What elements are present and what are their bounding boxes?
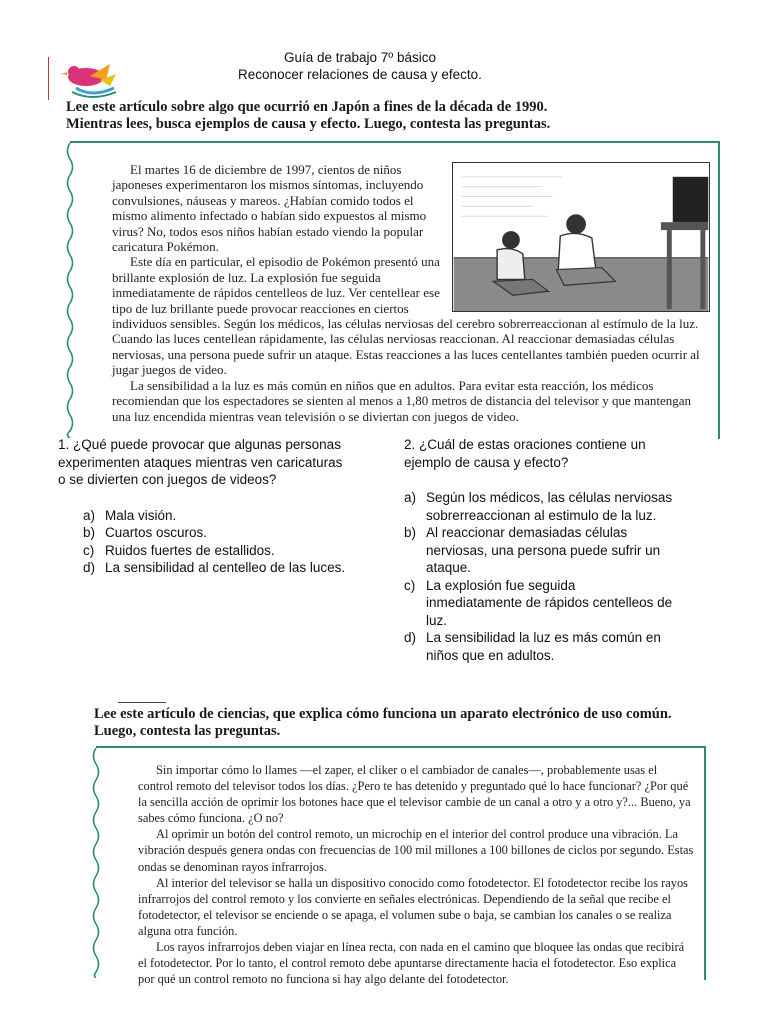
article2-paragraph: Al oprimir un botón del control remoto, un microchip en el interior del control produce una vibración. La vibración después genera ondas con frecuencias de 100 mil millones a 100 billones de ciclos por segundo. Estas ondas se denominan rayos infrarrojos.: [138, 827, 694, 874]
article1-illustration: [452, 162, 710, 312]
wavy-border: [64, 143, 76, 438]
option-letter: d): [83, 560, 96, 575]
answer-option[interactable]: [404, 577, 674, 630]
question2-text: 2. ¿Cuál de estas oraciones contiene un ejemplo de causa y efecto?: [404, 437, 646, 470]
answer-option[interactable]: [83, 542, 348, 560]
answer-option[interactable]: [404, 629, 674, 664]
instruction-line: Lee este artículo sobre algo que ocurrió en Japón a fines de la década de 1990.: [66, 99, 548, 115]
article1-paragraph: La sensibilidad a la luz es más común en niños que en adultos. Para evitar esta reacción, los médicos recomiendan que los espectadores se sienten al menos a 1,80 metros de distancia del televisor y que mantengan una luz encendida mientras vean televisión o se diviertan con juegos de video.: [112, 377, 692, 424]
question1-options: [58, 507, 348, 577]
answer-option[interactable]: [404, 489, 674, 524]
article2-paragraph: Los rayos infrarrojos deben viajar en línea recta, con nada en el camino que bloquee las ondas que recibirá el fotodetector. Por lo tanto, el control remoto debe apuntarse directamente hacia el fotodetector. Eso explica por qué un control remoto no funciona si hay algo delante del fotodetector.: [138, 940, 685, 987]
question2-options: [404, 489, 674, 664]
option-text: Mala visión.: [105, 507, 177, 523]
bird-logo-icon: [50, 58, 130, 103]
question2: [404, 436, 674, 664]
answer-option[interactable]: [83, 507, 348, 525]
option-text: La explosión fue seguida inmediatamente de rápidos centelleos de luz.: [426, 577, 673, 628]
question1: [58, 436, 348, 577]
option-letter: b): [404, 525, 417, 540]
divider: [118, 702, 166, 703]
option-text: Al reaccionar demasiadas células nerviosas, una persona puede sufrir un ataque.: [426, 525, 661, 575]
option-letter: c): [83, 542, 95, 558]
instruction-line: Lee este artículo de ciencias, que explica cómo funciona un aparato electrónico de uso común.: [94, 706, 672, 722]
instruction-line: Luego, contesta las preguntas.: [94, 723, 281, 739]
wavy-border: [90, 748, 102, 978]
answer-option[interactable]: [404, 524, 674, 577]
children-watching-tv-illustration: [452, 162, 710, 312]
option-letter: d): [404, 630, 417, 645]
section2-instructions: [94, 706, 724, 740]
option-letter: a): [404, 490, 417, 505]
option-letter: c): [404, 577, 416, 593]
answer-option[interactable]: [83, 524, 348, 542]
option-text: La sensibilidad al centelleo de las luces.: [105, 560, 346, 575]
article2-body: [138, 762, 694, 987]
article1-paragraph: El martes 16 de diciembre de 1997, cientos de niños japoneses experimentaron los mismos síntomas, incluyendo convulsiones, náuseas y mareos. ¿Habían comido todos el mismo alimento infectado o habían sido expuestos al mismo virus? No, todos esos niños habían estado viendo la popular caricatura Pokémon.: [112, 162, 427, 255]
option-text: Ruidos fuertes de estallidos.: [105, 542, 275, 558]
question1-text: 1. ¿Qué puede provocar que algunas personas experimenten ataques mientras ven caricaturas o se divierten con juegos de videos?: [58, 437, 343, 487]
option-letter: b): [83, 525, 96, 540]
logo-accent-line: [48, 57, 49, 100]
option-text: Cuartos oscuros.: [105, 525, 208, 540]
article2-paragraph: Al interior del televisor se halla un dispositivo conocido como fotodetector. El fotodetector recibe los rayos infrarrojos del control remoto y los convierte en señales electrónicas. Dependiendo de la señal que recibe el fotodetector, el televisor se enciende o se apaga, el volumen sube o baja, se cambian los canales o se realiza alguna otra función.: [138, 875, 688, 938]
option-letter: a): [83, 507, 96, 523]
article1-body: [112, 162, 710, 424]
section1-instructions: [66, 99, 626, 133]
option-text: Según los médicos, las células nerviosas sobrerreaccionan al estimulo de la luz.: [426, 490, 673, 523]
instruction-line: Mientras lees, busca ejemplos de causa y efecto. Luego, contesta las preguntas.: [66, 116, 551, 132]
article1-paragraph: Este día en particular, el episodio de Pokémon presentó una brillante explosión de luz. La explosión fue seguida inmediatamente de rápidos centelleos de luz. Ver centellear ese tipo de luz brillante puede provocar reacciones en ciertos individuos sensibles. Según los médicos, las células nerviosas del cerebro sobrerreaccionan al estímulo de la luz. Cuando las luces centellean rápidamente, las células nerviosas reaccionan. Al reaccionar demasiadas células nerviosas, una persona puede sufrir un ataque. Estas reacciones a las luces centellantes también pueden ocurrir al jugar juegos de video.: [112, 254, 700, 378]
worksheet-title: Guía de trabajo 7º básico: [283, 50, 437, 65]
article2-paragraph: Sin importar cómo lo llames —el zaper, el cliker o el cambiador de canales—, probablemente usas el control remoto del televisor todos los días. ¿Pero te has detenido y preguntado qué lo hace funcionar? ¿Por qué la sencilla acción de oprimir los botones hace que el televisor cambie de un canal a otro y a otro y?... Bueno, ya sabes cómo funciona. ¿O no?: [138, 763, 691, 826]
option-text: La sensibilidad la luz es más común en niños que en adultos.: [426, 630, 661, 663]
worksheet-subtitle: Reconocer relaciones de causa y efecto.: [238, 67, 482, 82]
answer-option[interactable]: [83, 559, 348, 577]
